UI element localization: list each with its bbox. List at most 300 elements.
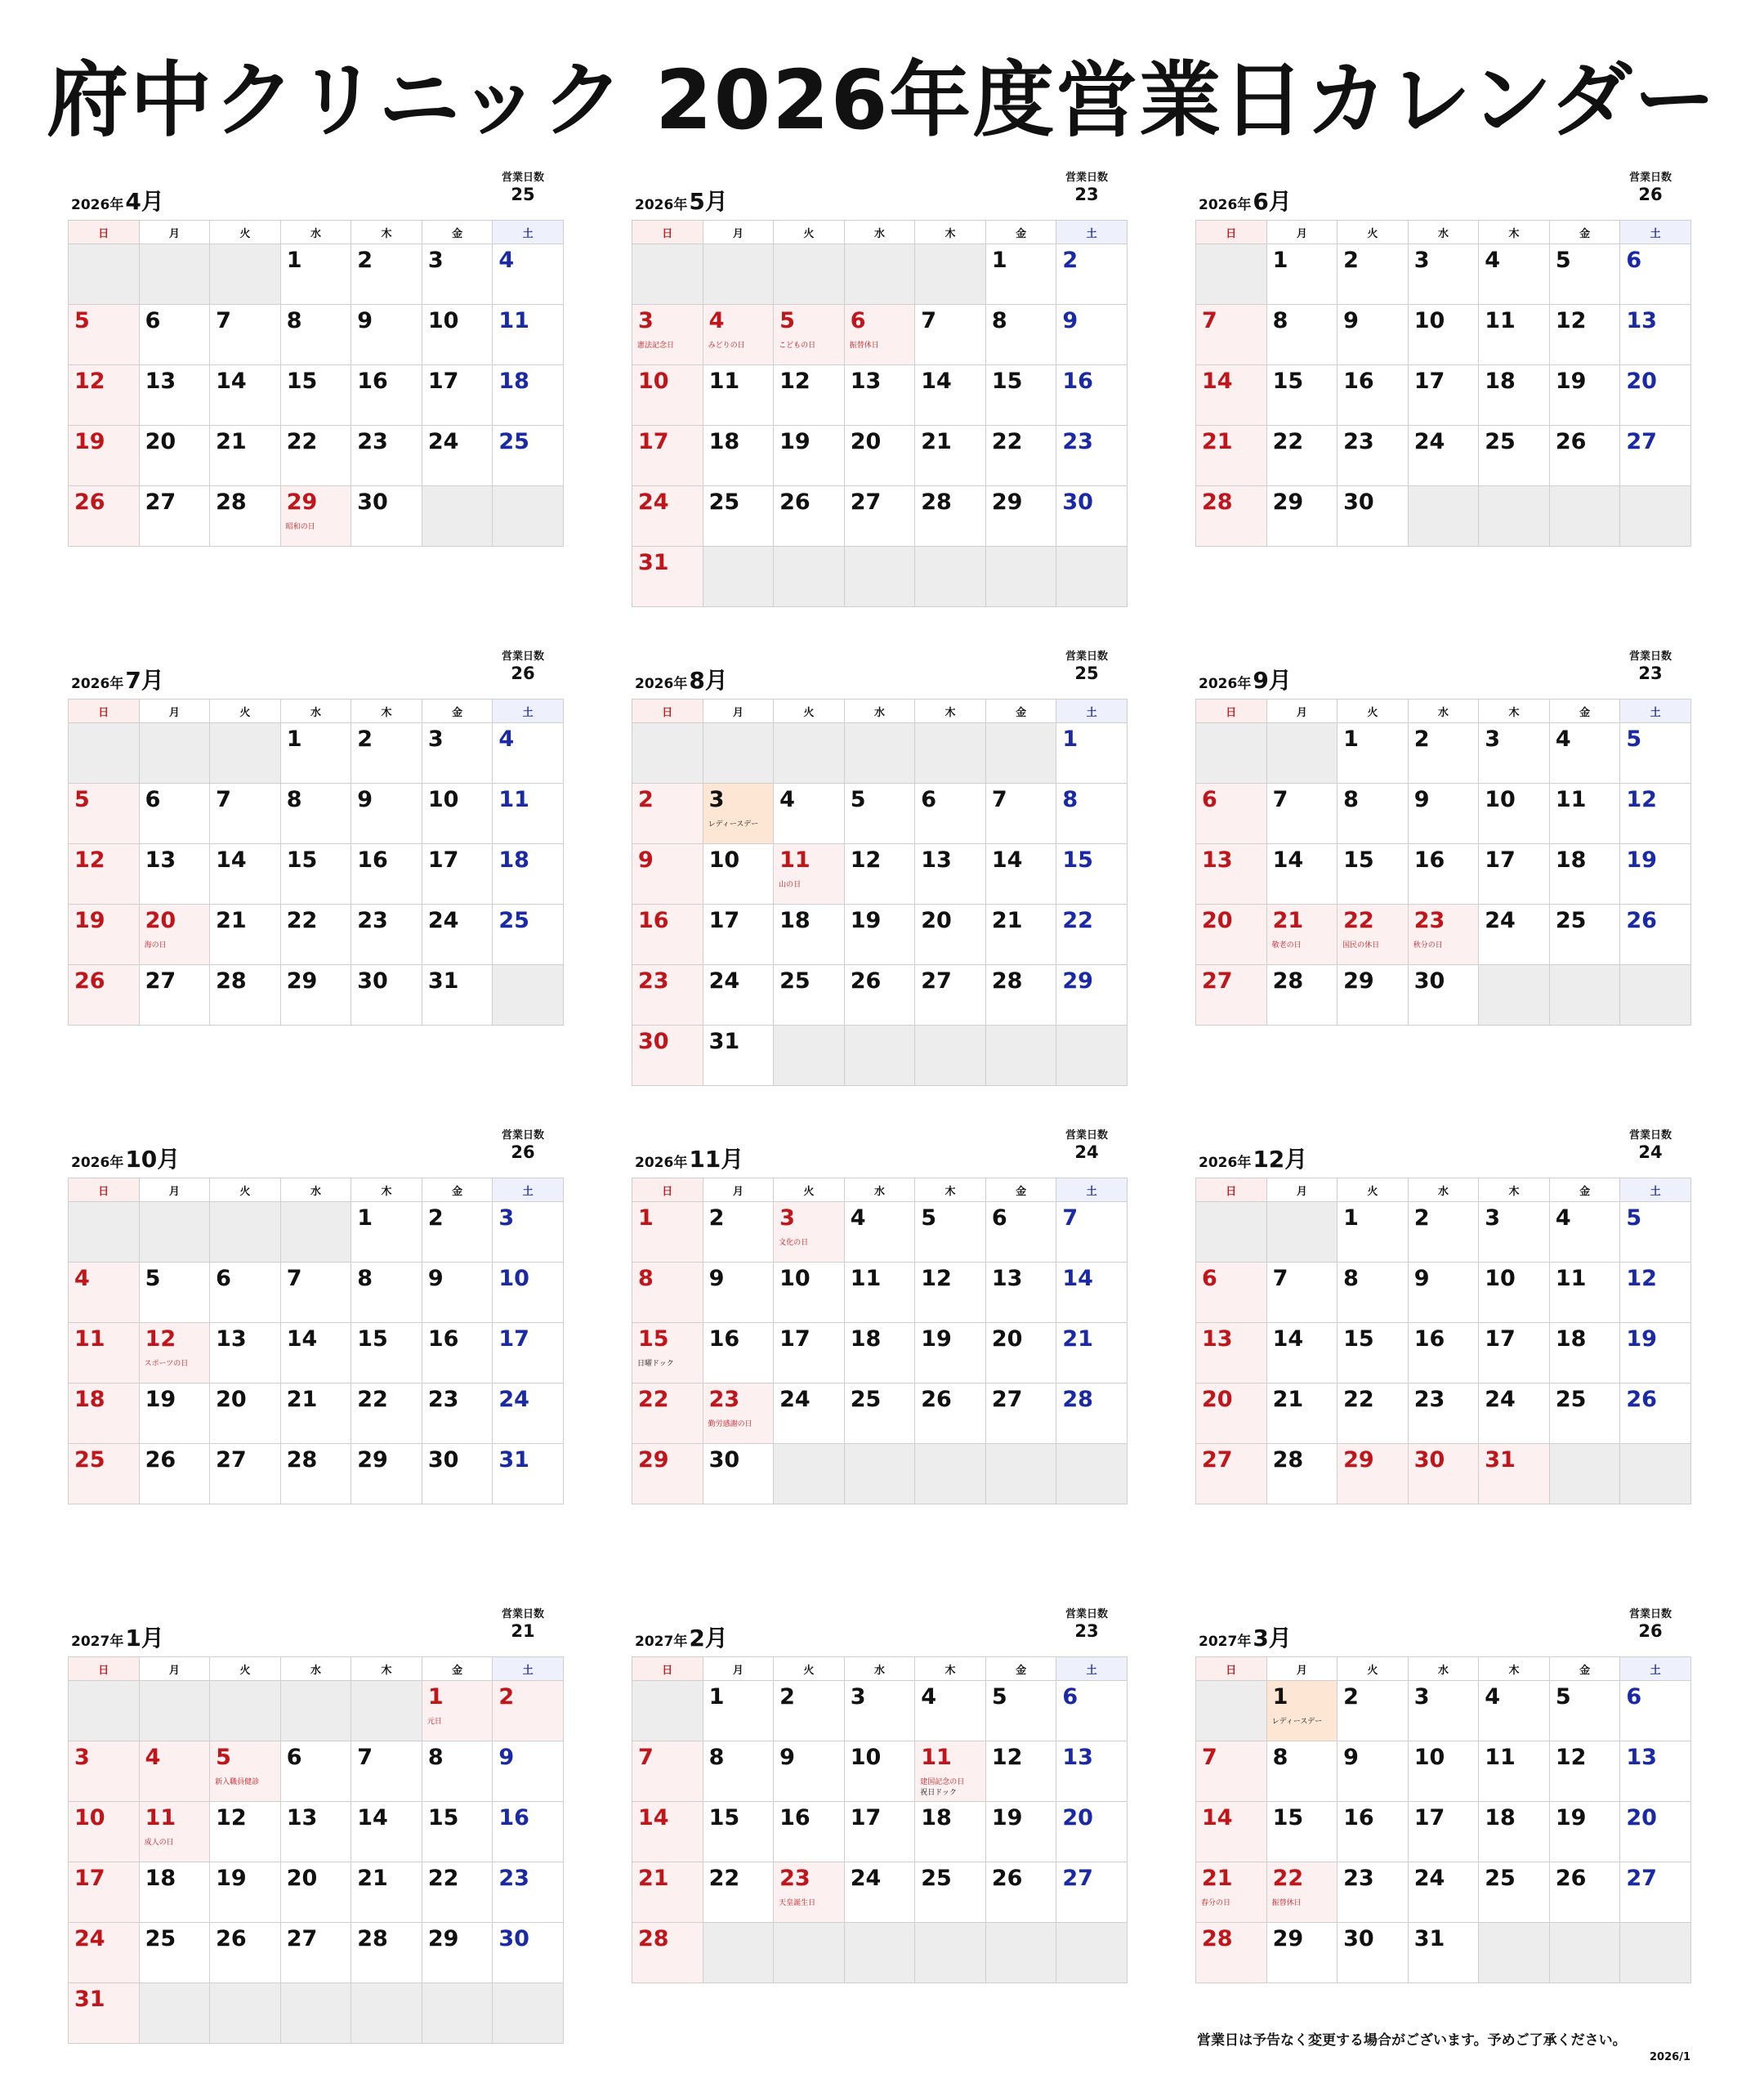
- day-number: 1: [1272, 1684, 1288, 1710]
- day-number: 21: [991, 908, 1023, 933]
- day-number: 16: [357, 847, 388, 873]
- day-note: [145, 1359, 189, 1370]
- month-table: [68, 220, 564, 547]
- day-number: 10: [1485, 787, 1516, 812]
- empty-day-cell: [69, 723, 140, 784]
- weekday-header: 金: [985, 1657, 1056, 1681]
- day-cell: [493, 1802, 564, 1862]
- day-number: 30: [498, 1926, 529, 1951]
- weekday-header: 日: [1196, 700, 1267, 723]
- empty-day-cell: [69, 1202, 140, 1263]
- day-cell: [210, 1263, 281, 1323]
- day-cell: [1338, 1802, 1409, 1862]
- day-cell: [985, 965, 1056, 1026]
- day-number: 19: [74, 908, 105, 933]
- day-cell: [69, 905, 140, 965]
- business-days-label: 営業日数: [1628, 1608, 1672, 1620]
- weekday-header: 月: [1266, 700, 1338, 723]
- day-cell: [210, 1862, 281, 1923]
- day-number: 1: [1062, 726, 1078, 752]
- day-number: 27: [1626, 1866, 1657, 1891]
- day-number: 28: [216, 968, 247, 994]
- day-cell: [351, 784, 422, 844]
- weekday-header: 金: [1549, 221, 1620, 244]
- day-cell: [493, 1923, 564, 1983]
- business-days-label: 営業日数: [501, 650, 544, 663]
- day-number: 2: [1413, 1205, 1430, 1231]
- page-title: 府中クリニック 2026年度営業日カレンダー: [47, 52, 1717, 148]
- day-number: 22: [708, 1866, 740, 1891]
- day-number: 25: [498, 429, 529, 454]
- day-cell: [493, 905, 564, 965]
- month-calendar: [632, 1118, 1128, 1504]
- month-table: [1195, 220, 1691, 547]
- day-number: 3: [74, 1745, 90, 1770]
- day-cell: [422, 1802, 493, 1862]
- day-note: [1272, 941, 1302, 951]
- day-cell: [844, 1802, 915, 1862]
- day-number: 29: [1272, 1926, 1304, 1951]
- day-number: 23: [1343, 1866, 1374, 1891]
- day-number: 25: [145, 1926, 176, 1951]
- day-cell: [210, 784, 281, 844]
- day-cell: [1196, 305, 1267, 365]
- day-number: 7: [1272, 787, 1288, 812]
- week-row: [632, 784, 1128, 844]
- week-row: [1196, 1444, 1691, 1504]
- day-cell: [493, 1444, 564, 1504]
- day-number: 10: [74, 1805, 105, 1830]
- day-number: 23: [1343, 429, 1374, 454]
- day-cell: [844, 905, 915, 965]
- day-number: 19: [1626, 1326, 1657, 1352]
- day-number: 27: [1062, 1866, 1093, 1891]
- day-cell: [1338, 1681, 1409, 1741]
- day-cell: [69, 365, 140, 426]
- weekday-header: 日: [1196, 221, 1267, 244]
- day-number: 11: [1485, 1745, 1516, 1770]
- day-number: 5: [1626, 1205, 1642, 1231]
- business-days-label: 営業日数: [1065, 1129, 1108, 1142]
- week-row: [69, 1383, 564, 1444]
- empty-day-cell: [1266, 1202, 1338, 1263]
- day-cell: [1266, 1741, 1338, 1802]
- day-cell: [1196, 1923, 1267, 1983]
- month-name: 2月: [689, 1625, 728, 1652]
- day-number: 8: [286, 787, 302, 812]
- day-cell: [139, 1263, 210, 1323]
- day-cell: [139, 1862, 210, 1923]
- day-number: 2: [1413, 726, 1430, 752]
- day-cell: [915, 1383, 986, 1444]
- day-cell: [985, 844, 1056, 905]
- month-year: 2026年: [71, 197, 124, 213]
- day-number: 15: [991, 369, 1023, 394]
- weekday-header-row: [1196, 221, 1691, 244]
- day-number: 12: [779, 369, 811, 394]
- day-number: 30: [1343, 1926, 1374, 1951]
- day-number: 31: [1413, 1926, 1445, 1951]
- day-cell: [1620, 1263, 1691, 1323]
- empty-day-cell: [1549, 486, 1620, 547]
- month-calendar: [68, 1118, 564, 1504]
- month-year: 2027年: [635, 1634, 688, 1650]
- empty-day-cell: [915, 1026, 986, 1086]
- day-number: 28: [638, 1926, 669, 1951]
- day-number: 18: [850, 1326, 882, 1352]
- day-number: 10: [1413, 308, 1445, 333]
- day-cell: [351, 1923, 422, 1983]
- day-number: 12: [850, 847, 882, 873]
- day-cell: [210, 365, 281, 426]
- day-cell: [1056, 426, 1128, 486]
- month-title: [1199, 1142, 1307, 1174]
- day-number: 2: [357, 248, 373, 273]
- holiday-name: 振替休日: [849, 342, 879, 350]
- day-number: 11: [498, 308, 529, 333]
- day-cell: [1056, 305, 1128, 365]
- weekday-header: 土: [1620, 221, 1691, 244]
- day-cell: [1056, 365, 1128, 426]
- day-cell: [422, 1444, 493, 1504]
- month-header: [1195, 639, 1691, 699]
- day-cell: [1338, 1862, 1409, 1923]
- month-table: [632, 1178, 1128, 1504]
- empty-day-cell: [280, 1983, 351, 2044]
- day-cell: [1056, 1681, 1128, 1741]
- weekday-header: 木: [915, 1178, 986, 1202]
- day-cell: [1338, 1923, 1409, 1983]
- month-name: 12月: [1253, 1146, 1308, 1173]
- day-cell: [422, 365, 493, 426]
- weekday-header: 水: [280, 221, 351, 244]
- day-cell: [280, 486, 351, 547]
- day-number: 29: [638, 1447, 669, 1473]
- day-cell: [1408, 965, 1479, 1026]
- day-cell: [351, 244, 422, 305]
- day-cell: [139, 965, 210, 1026]
- day-number: 24: [498, 1387, 529, 1412]
- day-cell: [1056, 1202, 1128, 1263]
- day-number: 4: [1485, 248, 1501, 273]
- day-number: 18: [1485, 1805, 1516, 1830]
- month-calendar: [632, 1597, 1128, 1983]
- weekday-header: 日: [632, 221, 703, 244]
- day-cell: [1549, 1802, 1620, 1862]
- day-cell: [493, 365, 564, 426]
- empty-day-cell: [210, 1202, 281, 1263]
- week-row: [632, 1202, 1128, 1263]
- day-cell: [69, 784, 140, 844]
- day-cell: [139, 1923, 210, 1983]
- weekday-header: 日: [69, 700, 140, 723]
- day-cell: [280, 844, 351, 905]
- month-header: [632, 160, 1128, 220]
- day-cell: [1479, 1444, 1550, 1504]
- week-row: [632, 905, 1128, 965]
- month-year: 2026年: [635, 676, 688, 692]
- day-number: 19: [1626, 847, 1657, 873]
- day-cell: [1620, 723, 1691, 784]
- empty-day-cell: [1266, 723, 1338, 784]
- day-number: 10: [498, 1266, 529, 1291]
- day-cell: [1338, 365, 1409, 426]
- week-row: [632, 365, 1128, 426]
- day-number: 19: [991, 1805, 1023, 1830]
- day-number: 9: [1343, 308, 1359, 333]
- day-number: 16: [1413, 1326, 1445, 1352]
- day-cell: [1056, 1263, 1128, 1323]
- week-row: [69, 1862, 564, 1923]
- day-number: 16: [638, 908, 669, 933]
- weekday-header: 木: [351, 1657, 422, 1681]
- week-row: [69, 1983, 564, 2044]
- day-cell: [139, 1383, 210, 1444]
- day-note: [215, 1777, 259, 1788]
- day-number: 27: [1626, 429, 1657, 454]
- weekday-header: 月: [703, 1657, 774, 1681]
- day-number: 7: [357, 1745, 373, 1770]
- day-number: 17: [1485, 1326, 1516, 1352]
- day-cell: [1620, 844, 1691, 905]
- day-cell: [1338, 1741, 1409, 1802]
- week-row: [1196, 305, 1691, 365]
- day-number: 15: [1272, 369, 1304, 394]
- day-number: 27: [216, 1447, 247, 1473]
- weekday-header: 月: [139, 221, 210, 244]
- day-number: 28: [1202, 1926, 1233, 1951]
- day-cell: [1196, 1802, 1267, 1862]
- business-days-label: 営業日数: [1628, 172, 1672, 184]
- day-cell: [632, 1026, 703, 1086]
- day-number: 24: [74, 1926, 105, 1951]
- weekday-header: 月: [1266, 1178, 1338, 1202]
- weekday-header: 金: [422, 1178, 493, 1202]
- day-cell: [210, 305, 281, 365]
- weekday-header-row: [69, 1657, 564, 1681]
- day-number: 26: [991, 1866, 1023, 1891]
- day-cell: [1408, 1741, 1479, 1802]
- day-cell: [1338, 1444, 1409, 1504]
- month-name: 9月: [1253, 667, 1292, 694]
- day-number: 30: [708, 1447, 740, 1473]
- day-number: 2: [498, 1684, 515, 1710]
- day-cell: [1266, 1923, 1338, 1983]
- day-number: 16: [357, 369, 388, 394]
- weekday-header: 水: [280, 1178, 351, 1202]
- day-cell: [1196, 1323, 1267, 1383]
- week-row: [1196, 1383, 1691, 1444]
- empty-day-cell: [69, 244, 140, 305]
- day-cell: [915, 365, 986, 426]
- day-cell: [985, 905, 1056, 965]
- day-cell: [915, 305, 986, 365]
- day-number: 28: [1202, 489, 1233, 515]
- day-cell: [1266, 1862, 1338, 1923]
- month-year: 2026年: [635, 197, 688, 213]
- empty-day-cell: [69, 1681, 140, 1741]
- day-number: 6: [1202, 787, 1217, 812]
- day-number: 31: [74, 1987, 105, 2012]
- day-cell: [422, 1741, 493, 1802]
- day-cell: [774, 305, 845, 365]
- day-number: 18: [921, 1805, 952, 1830]
- day-number: 16: [498, 1805, 529, 1830]
- day-number: 23: [498, 1866, 529, 1891]
- day-cell: [69, 1263, 140, 1323]
- business-days-label: 営業日数: [1628, 650, 1672, 663]
- day-number: 28: [286, 1447, 318, 1473]
- day-cell: [1620, 905, 1691, 965]
- day-number: 29: [1343, 968, 1374, 994]
- day-number: 24: [1413, 429, 1445, 454]
- day-cell: [632, 1383, 703, 1444]
- day-cell: [1549, 1202, 1620, 1263]
- day-number: 7: [638, 1745, 654, 1770]
- day-number: 12: [1626, 1266, 1657, 1291]
- day-cell: [844, 305, 915, 365]
- day-number: 13: [1202, 847, 1233, 873]
- month-year: 2026年: [1199, 1155, 1252, 1171]
- week-row: [69, 965, 564, 1026]
- weekday-header-row: [1196, 1657, 1691, 1681]
- day-cell: [632, 965, 703, 1026]
- day-number: 7: [216, 308, 231, 333]
- day-cell: [985, 1202, 1056, 1263]
- day-number: 9: [708, 1266, 725, 1291]
- business-days-count: 26: [511, 664, 535, 683]
- day-cell: [351, 486, 422, 547]
- day-cell: [703, 1741, 774, 1802]
- day-number: 1: [286, 726, 302, 752]
- day-cell: [1266, 784, 1338, 844]
- month-year: 2027年: [1199, 1634, 1252, 1650]
- empty-day-cell: [1408, 486, 1479, 547]
- day-number: 4: [1555, 726, 1571, 752]
- day-cell: [1549, 844, 1620, 905]
- day-cell: [1338, 1383, 1409, 1444]
- day-cell: [632, 1202, 703, 1263]
- day-cell: [1479, 1741, 1550, 1802]
- day-number: 22: [991, 429, 1023, 454]
- day-cell: [985, 1862, 1056, 1923]
- day-note: [779, 880, 801, 891]
- day-cell: [915, 486, 986, 547]
- day-cell: [1408, 844, 1479, 905]
- day-cell: [493, 1383, 564, 1444]
- day-number: 9: [357, 308, 373, 333]
- weekday-header: 木: [351, 221, 422, 244]
- day-number: 16: [1413, 847, 1445, 873]
- month-header: [68, 160, 564, 220]
- day-cell: [139, 305, 210, 365]
- day-cell: [493, 1202, 564, 1263]
- day-number: 27: [286, 1926, 318, 1951]
- day-number: 8: [427, 1745, 444, 1770]
- business-days-count: 26: [1638, 1621, 1663, 1641]
- empty-day-cell: [703, 244, 774, 305]
- day-cell: [1620, 1741, 1691, 1802]
- day-cell: [1266, 486, 1338, 547]
- empty-day-cell: [1549, 1923, 1620, 1983]
- day-number: 7: [1202, 1745, 1217, 1770]
- day-number: 14: [921, 369, 952, 394]
- day-cell: [985, 1263, 1056, 1323]
- empty-day-cell: [844, 547, 915, 607]
- weekday-header: 木: [915, 221, 986, 244]
- day-number: 25: [74, 1447, 105, 1473]
- empty-day-cell: [915, 1923, 986, 1983]
- day-number: 11: [1555, 787, 1587, 812]
- day-cell: [703, 1802, 774, 1862]
- day-number: 10: [779, 1266, 811, 1291]
- day-cell: [1549, 1681, 1620, 1741]
- day-number: 27: [991, 1387, 1023, 1412]
- day-cell: [1549, 1263, 1620, 1323]
- day-number: 19: [216, 1866, 247, 1891]
- day-cell: [1266, 905, 1338, 965]
- business-days-count: 21: [511, 1621, 535, 1641]
- day-cell: [774, 486, 845, 547]
- day-cell: [915, 1802, 986, 1862]
- day-number: 2: [708, 1205, 725, 1231]
- weekday-header-row: [69, 1178, 564, 1202]
- day-cell: [1620, 784, 1691, 844]
- day-number: 17: [850, 1805, 882, 1830]
- day-cell: [844, 844, 915, 905]
- week-row: [69, 1263, 564, 1323]
- month-calendar: [1195, 1118, 1691, 1504]
- day-cell: [1338, 305, 1409, 365]
- day-number: 7: [991, 787, 1007, 812]
- weekday-header: 土: [1620, 1178, 1691, 1202]
- day-cell: [1408, 784, 1479, 844]
- day-cell: [1056, 723, 1128, 784]
- day-cell: [774, 1383, 845, 1444]
- empty-day-cell: [280, 1681, 351, 1741]
- day-cell: [1479, 426, 1550, 486]
- day-cell: [280, 1383, 351, 1444]
- day-number: 3: [1485, 726, 1501, 752]
- day-cell: [351, 1862, 422, 1923]
- day-number: 9: [357, 787, 373, 812]
- day-cell: [774, 844, 845, 905]
- day-note: [920, 1777, 964, 1799]
- weekday-header-row: [69, 700, 564, 723]
- day-cell: [280, 1862, 351, 1923]
- weekday-header: 火: [1338, 1178, 1409, 1202]
- day-cell: [1549, 784, 1620, 844]
- empty-day-cell: [210, 1983, 281, 2044]
- day-cell: [1549, 365, 1620, 426]
- day-cell: [1408, 1323, 1479, 1383]
- day-cell: [703, 365, 774, 426]
- business-days-label: 営業日数: [1065, 1608, 1108, 1620]
- day-number: 23: [638, 968, 669, 994]
- day-cell: [774, 1862, 845, 1923]
- day-cell: [1549, 1383, 1620, 1444]
- day-number: 18: [708, 429, 740, 454]
- day-cell: [1266, 1444, 1338, 1504]
- day-number: 3: [427, 726, 444, 752]
- day-number: 29: [286, 968, 318, 994]
- month-title: [1199, 184, 1292, 217]
- weekday-header-row: [632, 1657, 1128, 1681]
- day-cell: [1056, 1741, 1128, 1802]
- day-number: 9: [1413, 787, 1430, 812]
- day-cell: [1479, 365, 1550, 426]
- month-header: [632, 639, 1128, 699]
